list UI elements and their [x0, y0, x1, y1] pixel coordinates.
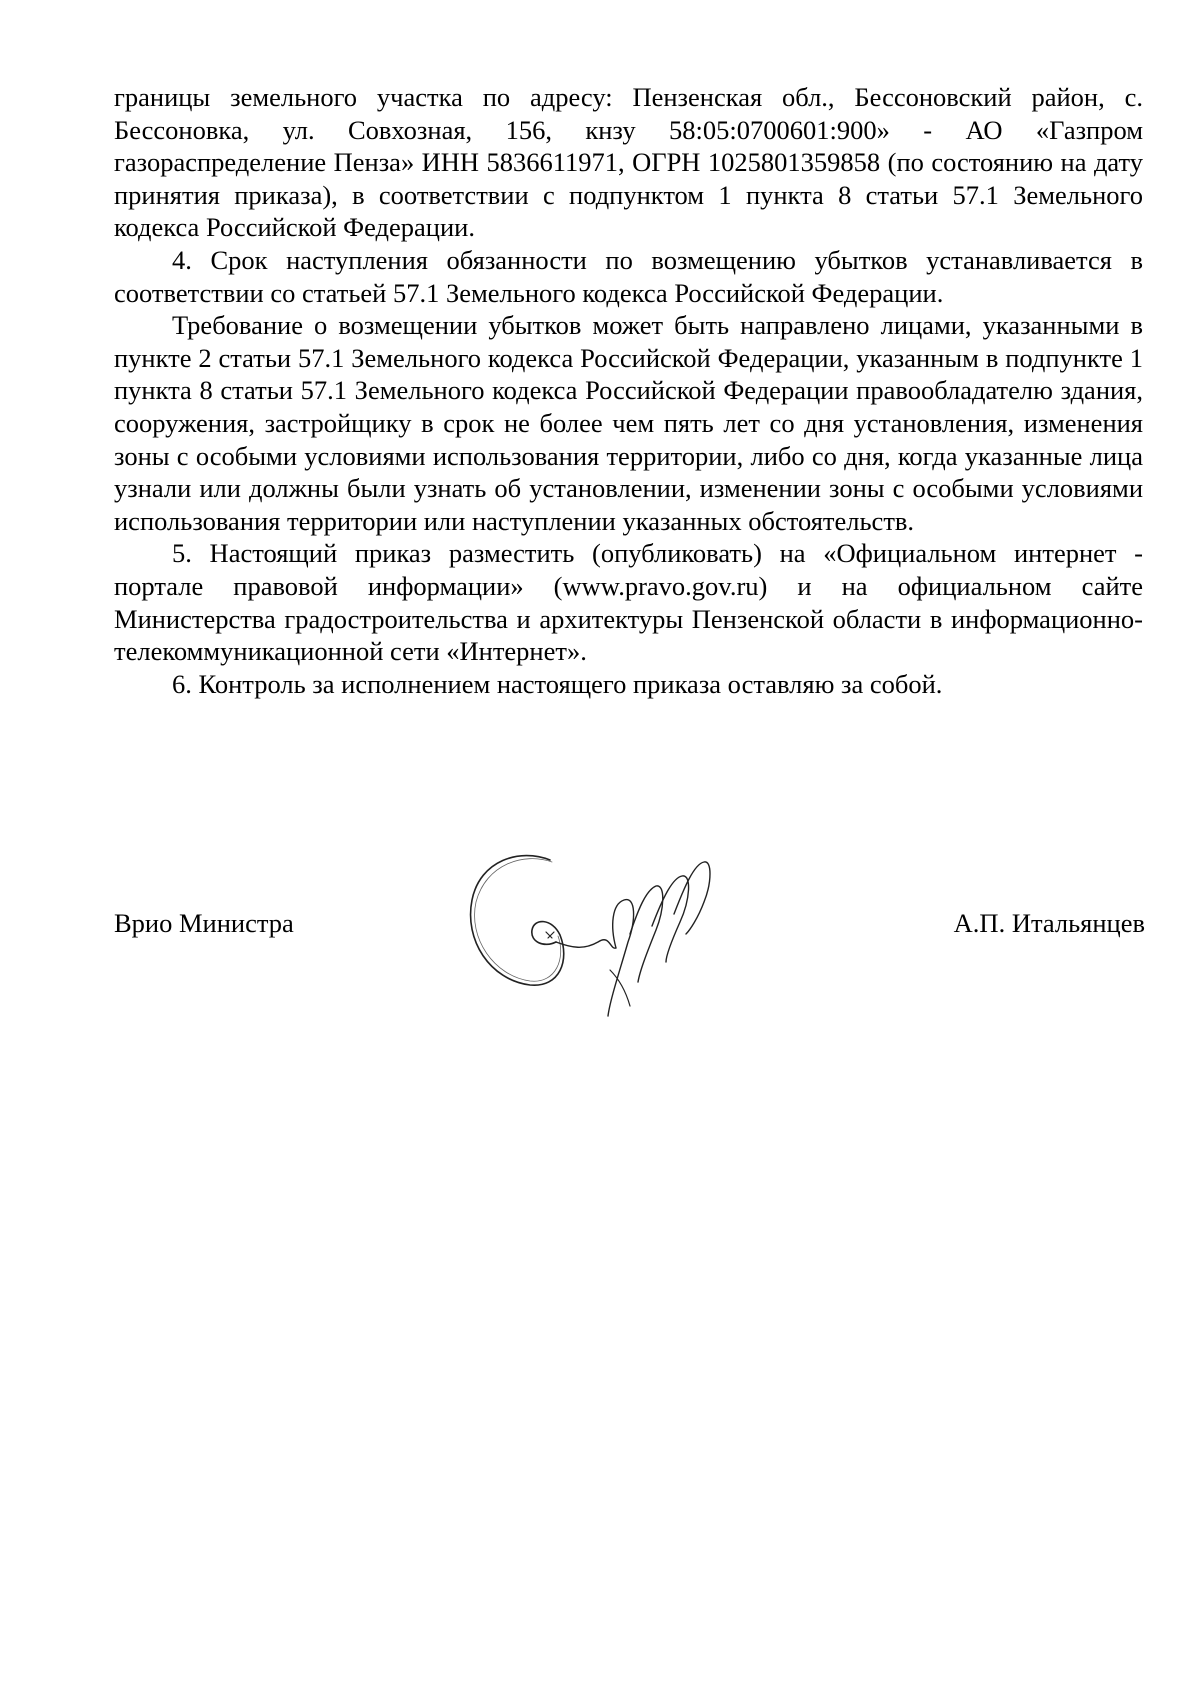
paragraph-item-4: 4. Срок наступления обязанности по возмещению убытков устанавливается в соответствии со статьей 57.1 Земельного кодекса Российской Федерации.	[114, 244, 1143, 308]
signer-name: А.П. Итальянцев	[953, 908, 1145, 938]
handwritten-signature	[460, 830, 730, 1020]
paragraph-land-boundaries: границы земельного участка по адресу: Пензенская обл., Бессоновский район, с. Бессоновка, ул. Совхозная, 156, кнзу 58:05:0700601:900» - АО «Газпром газораспределение Пенза» ИНН 5836611971, ОГРН 1025801359858 (по состоянию на дату принятия приказа), в соответствии с подпунктом 1 пункта 8 статьи 57.1 Земельного кодекса Российской Федерации.	[114, 82, 1143, 243]
paragraph-item-6: 6. Контроль за исполнением настоящего приказа оставляю за собой.	[172, 668, 943, 699]
paragraph-item-5: 5. Настоящий приказ разместить (опубликовать) на «Официальном интернет - портале правовой информации» (www.pravo.gov.ru) и на официальном сайте Министерства градостроительства и архитектуры Пензенской области в информационно-телекоммуникационной сети «Интернет».	[114, 538, 1143, 667]
document-body	[114, 81, 1143, 700]
paragraph-compensation-claim: Требование о возмещении убытков может быть направлено лицами, указанными в пункте 2 статьи 57.1 Земельного кодекса Российской Федерации, указанным в подпункте 1 пункта 8 статьи 57.1 Земельного кодекса Российской Федерации правообладателю здания, сооружения, застройщику в срок не более чем пять лет со дня установления, изменения зоны с особыми условиями использования территории, либо со дня, когда указанные лица узнали или должны были узнать об установлении, изменении зоны с особыми условиями использования территории или наступлении указанных обстоятельств.	[114, 310, 1143, 536]
signer-position: Врио Министра	[114, 908, 294, 938]
